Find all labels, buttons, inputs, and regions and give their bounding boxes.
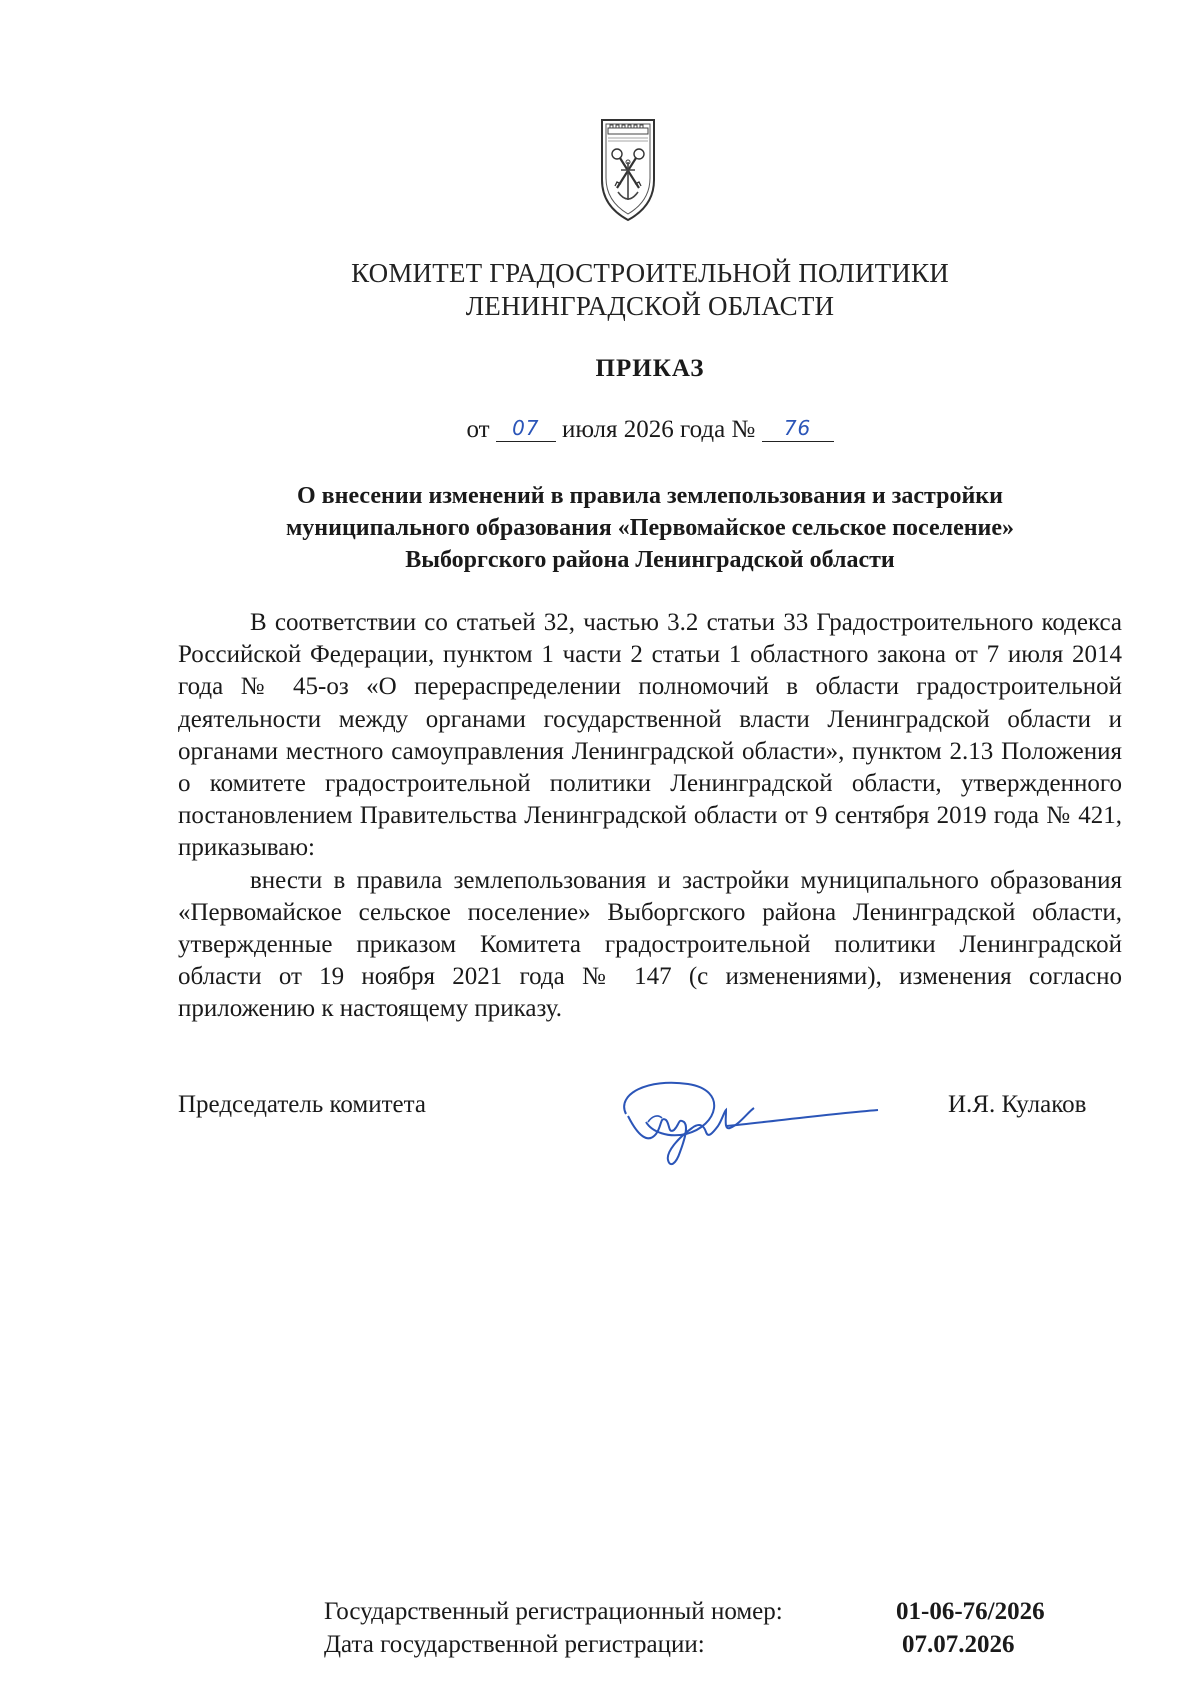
organization-name-line2: ЛЕНИНГРАДСКОЙ ОБЛАСТИ — [465, 291, 835, 321]
date-prefix: от — [466, 416, 490, 443]
registration-date-label: Дата государственной регистрации: — [324, 1631, 705, 1658]
document-type-heading: ПРИКАЗ — [595, 355, 705, 382]
coat-of-arms-icon — [599, 118, 657, 224]
handwritten-signature — [608, 1064, 888, 1174]
registration-number-label: Государственный регистрационный номер: — [324, 1598, 783, 1625]
signatory-position: Председатель комитета — [178, 1091, 426, 1118]
order-body — [178, 607, 1122, 1026]
date-day-field — [496, 415, 556, 442]
order-title-line3: Выборгского района Ленинградской области — [405, 547, 895, 573]
body-paragraph-basis: В соответствии со статьей 32, частью 3.2 статьи 33 Градостроительного кодекса Российской Федерации, пунктом 1 части 2 статьи 1 областного закона от 7 июля 2014 года № 45-оз «О перераспределении полномочий в области градостроительной деятельности между органами государственной власти Ленинградской области и органами местного самоуправления Ленинградской области», пунктом 2.13 Положения о комитете градостроительной политики Ленинградской области, утвержденного постановлением Правительства Ленинградской области от 9 сентября 2019 года № 421, приказываю: — [178, 609, 1122, 862]
order-title-line1: О внесении изменений в правила землепользования и застройки — [297, 483, 1003, 509]
signatory-name: И.Я. Кулаков — [948, 1091, 1087, 1118]
registration-date-value: 07.07.2026 — [902, 1631, 1015, 1658]
date-day-handwritten: 07 — [512, 416, 540, 440]
order-number-field — [762, 415, 834, 442]
order-title-line2: муниципального образования «Первомайское сельское поселение» — [285, 515, 1015, 541]
date-middle-text: июля 2026 года № — [562, 416, 756, 443]
body-paragraph-order: внести в правила землепользования и застройки муниципального образования «Первомайское сельское поселение» Выборгского района Ленинградской области, утвержденные приказом Комитета градостроительной политики Ленинградской области от 19 ноября 2021 года № 147 (с изменениями), изменения согласно приложению к настоящему приказу. — [178, 866, 1122, 1023]
order-number-handwritten: 76 — [783, 416, 812, 440]
registration-number-value: 01-06-76/2026 — [896, 1598, 1045, 1625]
organization-name-line1: КОМИТЕТ ГРАДОСТРОИТЕЛЬНОЙ ПОЛИТИКИ — [351, 258, 949, 288]
order-date-line — [0, 416, 1200, 444]
